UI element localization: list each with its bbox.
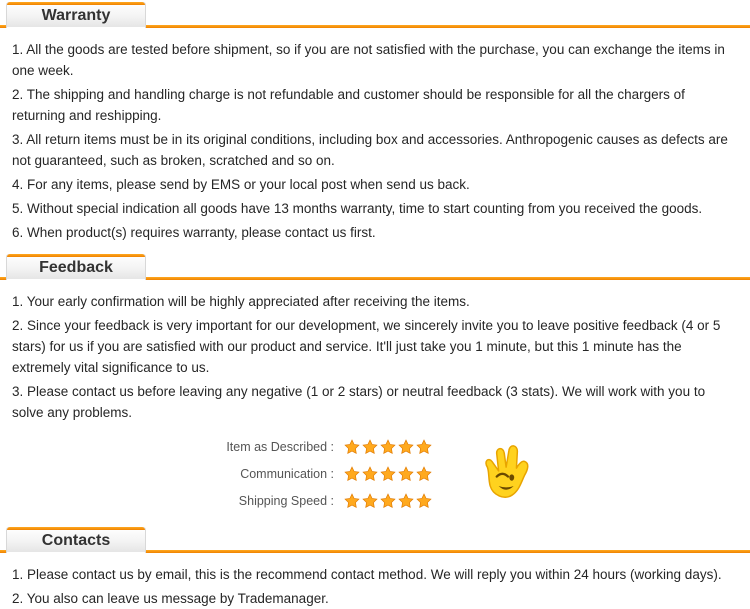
section-body-warranty [0, 30, 750, 243]
star-icon [362, 466, 378, 482]
star-icon [344, 439, 360, 455]
star-icon [344, 493, 360, 509]
section-tab-contacts [6, 527, 146, 553]
paragraph: 6. When product(s) requires warranty, please contact us first. [12, 225, 376, 240]
paragraph: 2. Since your feedback is very important for our development, we sincerely invite you to leave positive feedback (4 or 5 stars) for us if you are satisfied with our product and service. It'll just take you 1 minute, but this 1 minute has the extremely vital significance to us. [12, 318, 721, 375]
paragraph: 4. For any items, please send by EMS or your local post when send us back. [12, 177, 470, 192]
star-rating-communication [344, 466, 432, 482]
star-icon [344, 466, 360, 482]
section-title-warranty: Warranty [41, 7, 111, 24]
star-icon [362, 439, 378, 455]
paragraph: 5. Without special indication all goods have 13 months warranty, time to start counting from you received the goods. [12, 201, 703, 216]
section-body-contacts [0, 555, 750, 609]
star-icon [380, 466, 396, 482]
paragraph: 2. You also can leave us message by Trademanager. [12, 591, 329, 606]
star-icon [398, 439, 414, 455]
star-icon [362, 493, 378, 509]
star-icon [398, 493, 414, 509]
section-header-contacts [0, 525, 750, 555]
section-title-contacts: Contacts [41, 532, 111, 549]
section-title-feedback: Feedback [39, 259, 113, 276]
paragraph: 1. All the goods are tested before shipment, so if you are not satisfied with the purchase, you can exchange the items in one week. [12, 42, 725, 78]
star-icon [416, 466, 432, 482]
section-body-feedback [0, 282, 750, 519]
star-icon [380, 493, 396, 509]
paragraph: 1. Please contact us by email, this is the recommend contact method. We will reply you within 24 hours (working days). [12, 567, 722, 582]
paragraph: 3. All return items must be in its original conditions, including box and accessories. Anthropogenic causes as defects are not guaranteed, such as broken, scratched and so on. [12, 132, 728, 168]
tab-top-strip [7, 254, 145, 257]
section-header-warranty [0, 0, 750, 30]
rating-label: Item as Described : [226, 439, 334, 454]
paragraph: 1. Your early confirmation will be highly appreciated after receiving the items. [12, 294, 470, 309]
star-icon [416, 493, 432, 509]
star-icon [398, 466, 414, 482]
section-tab-warranty [6, 2, 146, 28]
star-rating-item-as-described [344, 439, 432, 455]
rating-label: Shipping Speed : [238, 493, 334, 508]
star-icon [380, 439, 396, 455]
tab-top-strip [7, 527, 145, 530]
paragraph: 3. Please contact us before leaving any negative (1 or 2 stars) or neutral feedback (3 stats). We will work with you to solve any problems. [12, 384, 706, 420]
section-tab-feedback [6, 254, 146, 280]
rating-label: Communication : [240, 466, 334, 481]
seller-ratings [12, 433, 738, 519]
paragraph: 2. The shipping and handling charge is not refundable and customer should be responsible for all the chargers of returning and reshipping. [12, 87, 685, 123]
tab-top-strip [7, 2, 145, 5]
winking-smiley-icon [478, 439, 538, 501]
star-icon [416, 439, 432, 455]
section-header-feedback [0, 252, 750, 282]
star-rating-shipping-speed [344, 493, 432, 509]
